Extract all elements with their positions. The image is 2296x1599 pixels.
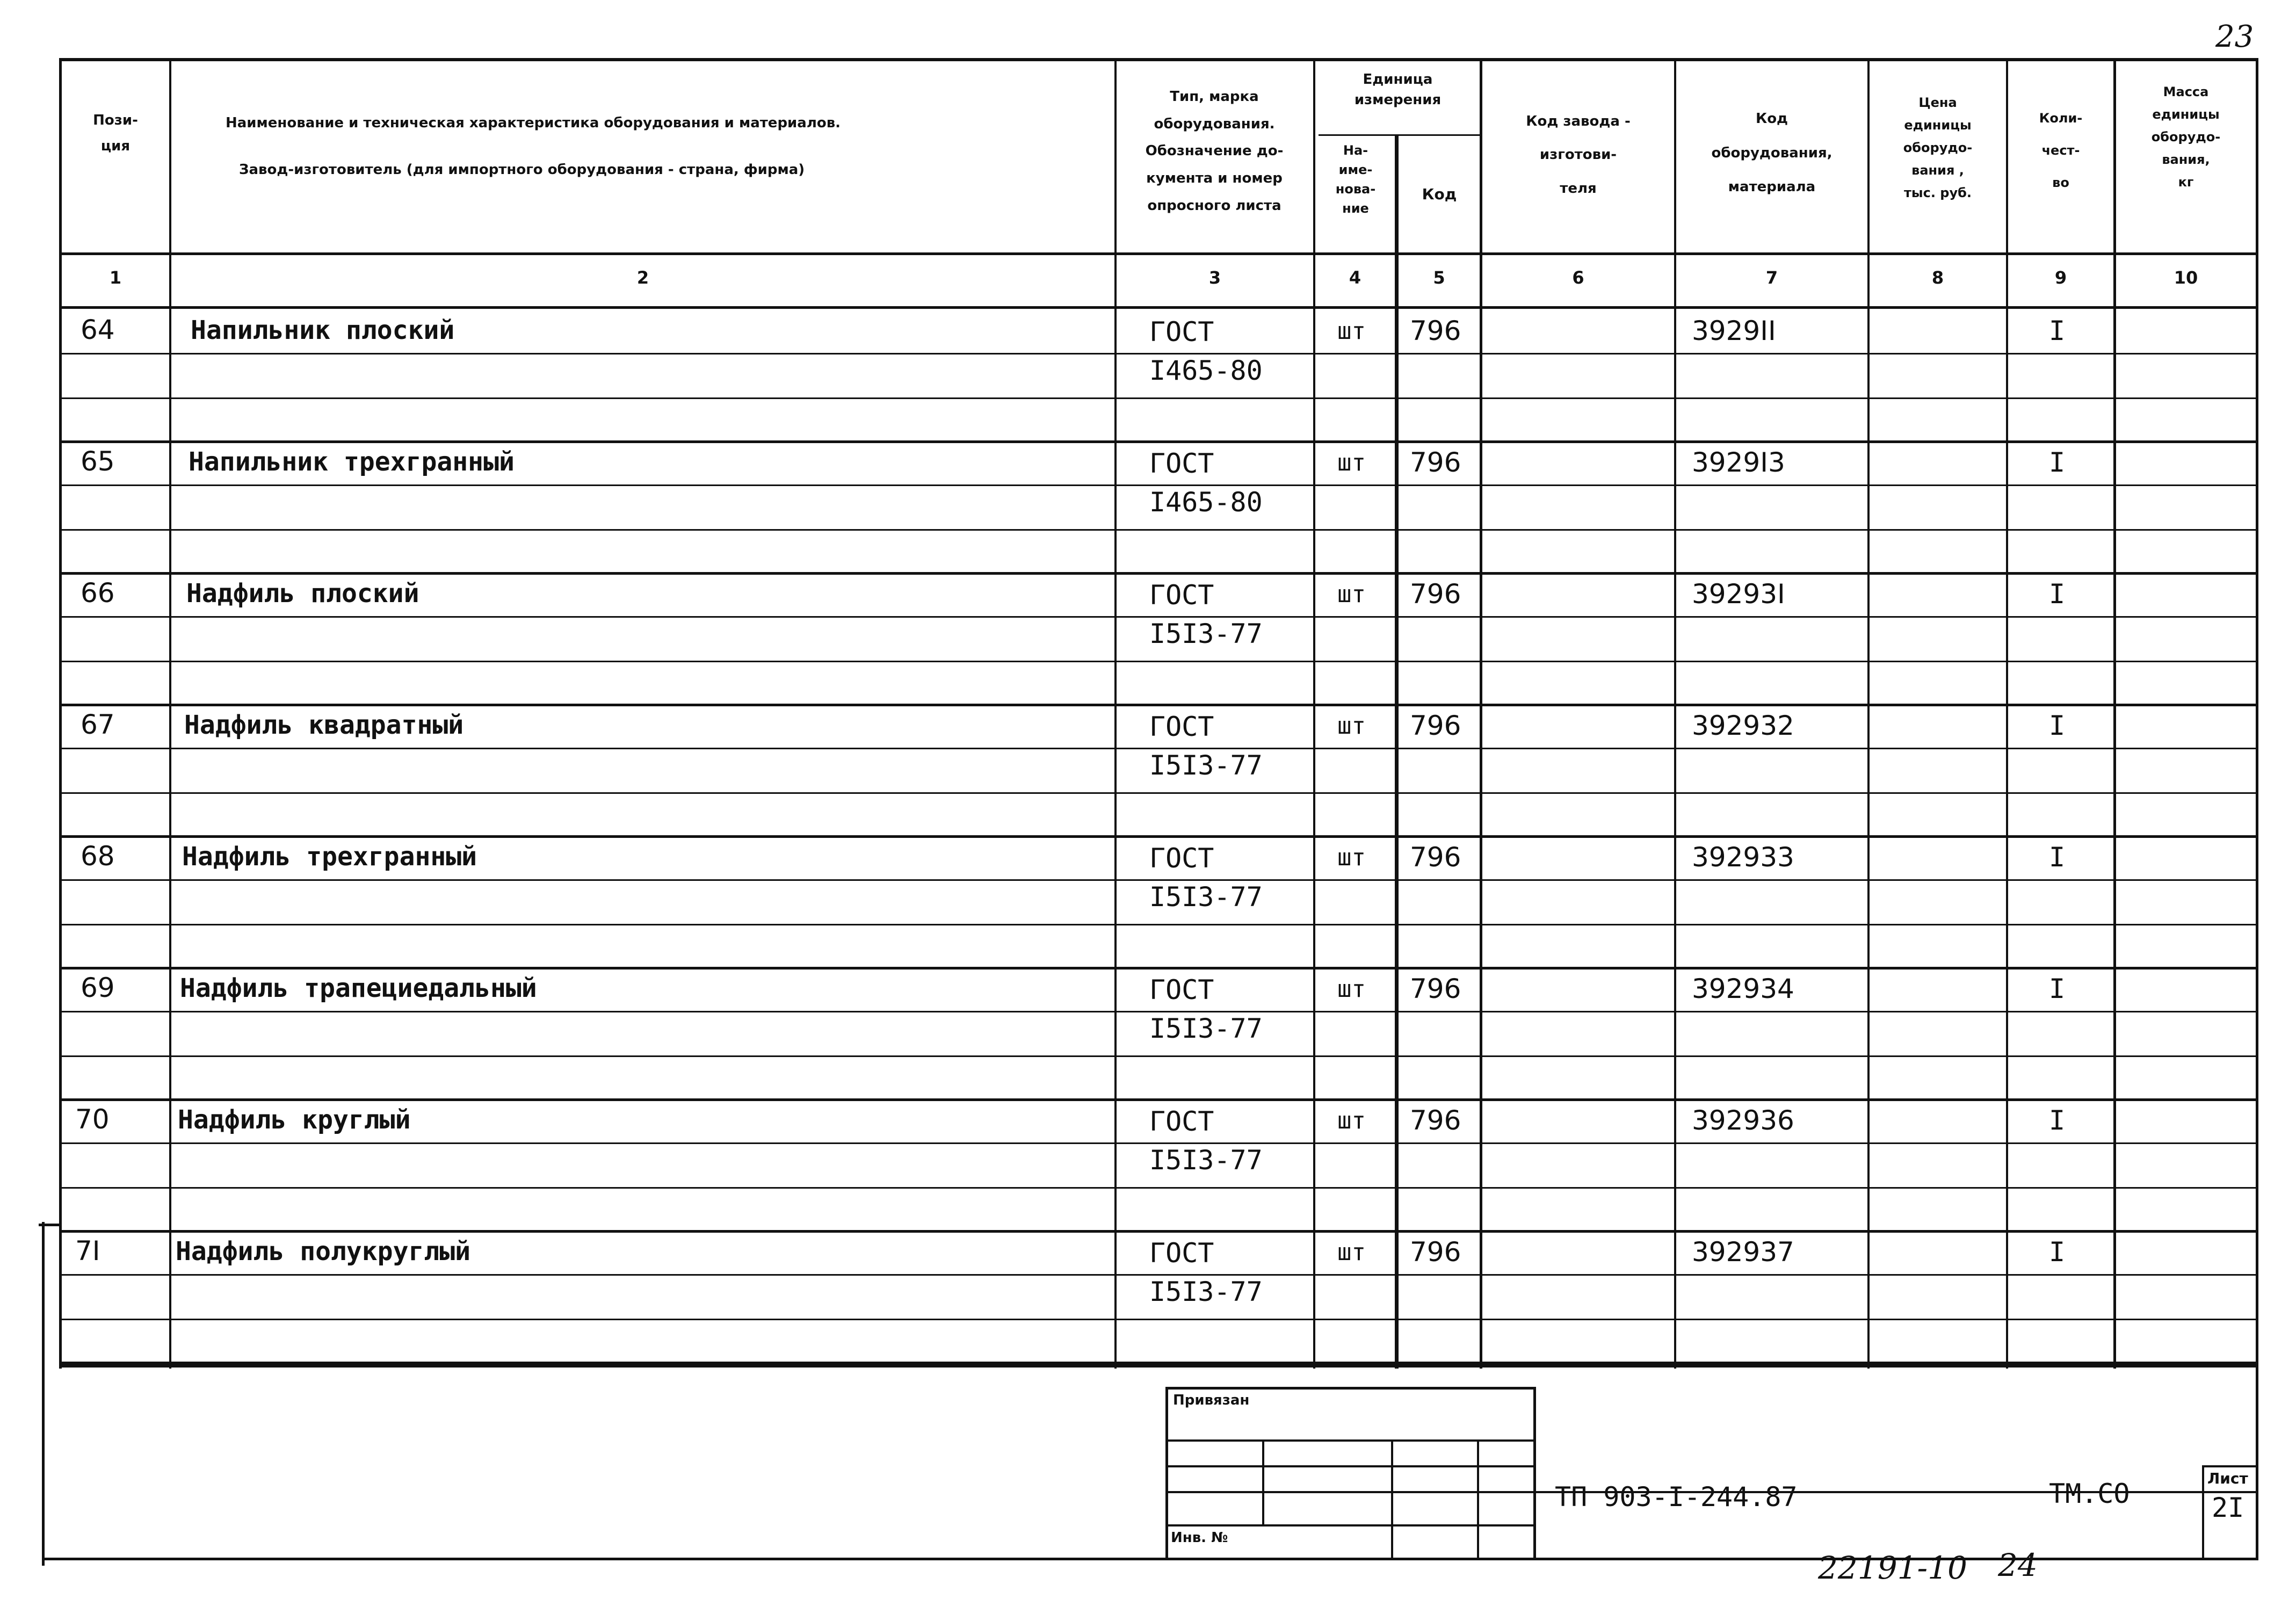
inventory-number-label: Инв. №: [1171, 1530, 1228, 1546]
page-right-border: [2256, 1364, 2258, 1560]
row-unit-code: 796: [1410, 1236, 1461, 1268]
row-quantity: I: [2049, 447, 2066, 478]
row-separator: [59, 1187, 2258, 1189]
row-separator: [59, 835, 2258, 838]
footer-page-number: 24: [1998, 1547, 2038, 1583]
row-unit-code: 796: [1410, 578, 1461, 610]
row-unit: шт: [1337, 975, 1366, 1003]
row-unit-code: 796: [1410, 447, 1461, 478]
row-quantity: I: [2049, 973, 2066, 1004]
row-position: 65: [81, 446, 115, 477]
registration-number: 22191-10: [1818, 1550, 1967, 1586]
row-separator: [59, 1230, 2258, 1233]
row-separator: [59, 440, 2258, 443]
row-name: Напильник плоский: [191, 315, 455, 345]
row-doc-standard: ГОСТ: [1149, 580, 1214, 611]
page-number: 23: [2215, 19, 2254, 54]
row-position: 66: [81, 577, 115, 609]
column-number-3: 3: [1208, 267, 1221, 288]
row-name: Надфиль плоский: [186, 578, 419, 609]
row-quantity: I: [2049, 842, 2066, 873]
row-doc-standard: ГОСТ: [1149, 843, 1214, 874]
row-unit-code: 796: [1410, 315, 1461, 346]
row-position: 67: [81, 709, 115, 740]
row-position: 69: [81, 972, 115, 1003]
row-quantity: I: [2049, 1236, 2066, 1268]
row-name: Надфиль квадратный: [184, 710, 464, 740]
row-equipment-code: 392933: [1692, 842, 1794, 873]
row-unit: шт: [1337, 317, 1366, 345]
row-separator: [59, 1319, 2258, 1320]
column-number-2: 2: [636, 267, 649, 288]
column-number-4: 4: [1349, 267, 1361, 288]
page-left-border: [42, 1222, 45, 1566]
header-mass: Масса единицы оборудо- вания, кг: [2151, 84, 2221, 190]
row-doc-number: I465-80: [1149, 487, 1263, 518]
row-doc-standard: ГОСТ: [1149, 316, 1214, 348]
row-equipment-code: 3929II: [1692, 315, 1776, 346]
row-doc-standard: ГОСТ: [1149, 974, 1214, 1005]
row-doc-number: I5I3-77: [1149, 1013, 1263, 1044]
column-number-9: 9: [2054, 267, 2067, 288]
header-name-line2: Завод-изготовитель (для импортного оборудования - страна, фирма): [239, 162, 805, 178]
row-separator: [59, 924, 2258, 925]
row-separator: [59, 572, 2258, 575]
row-equipment-code: 392932: [1692, 710, 1794, 741]
row-position: 64: [81, 314, 115, 345]
header-type: Тип, марка оборудования. Обозначение до- кумента и номер опросного листа: [1145, 89, 1284, 214]
row-name: Надфиль трехгранный: [182, 842, 477, 872]
row-equipment-code: 39293I: [1692, 578, 1785, 610]
column-number-7: 7: [1765, 267, 1778, 288]
row-unit: шт: [1337, 1107, 1366, 1134]
row-separator: [59, 616, 2258, 618]
row-quantity: I: [2049, 315, 2066, 346]
row-quantity: I: [2049, 578, 2066, 610]
row-doc-number: I5I3-77: [1149, 881, 1263, 913]
row-separator: [59, 879, 2258, 881]
row-doc-standard: ГОСТ: [1149, 711, 1214, 742]
row-name: Надфиль круглый: [178, 1105, 411, 1135]
row-separator: [59, 1011, 2258, 1012]
header-price: Цена единицы оборудо- вания , тыс. руб.: [1903, 95, 1973, 200]
row-doc-number: I465-80: [1149, 355, 1263, 386]
row-separator: [59, 661, 2258, 662]
header-unit-group-title: Единица измерения: [1354, 71, 1442, 108]
row-equipment-code: 392934: [1692, 973, 1794, 1004]
header-name-line1: Наименование и техническая характеристика оборудования и материалов.: [226, 115, 841, 131]
sheet-label: Лист: [2207, 1470, 2248, 1487]
row-separator: [59, 1055, 2258, 1057]
column-number-10: 10: [2174, 267, 2198, 288]
row-position: 68: [81, 841, 115, 872]
document-code: ТП 903-I-244.87: [1555, 1481, 1798, 1513]
row-quantity: I: [2049, 1105, 2066, 1136]
row-name: Надфиль полукруглый: [176, 1236, 471, 1267]
column-number-8: 8: [1931, 267, 1944, 288]
header-factory-code: Код завода - изготови- теля: [1526, 113, 1631, 197]
row-unit: шт: [1337, 449, 1366, 476]
row-unit-code: 796: [1410, 1105, 1461, 1136]
header-position: Пози- ция: [93, 112, 138, 155]
row-unit: шт: [1337, 581, 1366, 608]
header-unit-code: Код: [1422, 185, 1457, 203]
row-doc-number: I5I3-77: [1149, 1145, 1263, 1176]
row-separator: [59, 1142, 2258, 1144]
table-bottom-border: [59, 1364, 2258, 1368]
header-unit-name: На- име- нова- ние: [1335, 143, 1376, 216]
row-unit: шт: [1337, 844, 1366, 871]
column-number-5: 5: [1433, 267, 1445, 288]
row-equipment-code: 392936: [1692, 1105, 1794, 1136]
row-unit-code: 796: [1410, 973, 1461, 1004]
row-equipment-code: 3929I3: [1692, 447, 1785, 478]
privyazan-label: Привязан: [1173, 1392, 1250, 1408]
row-doc-standard: ГОСТ: [1149, 448, 1214, 479]
header-quantity: Коли- чест- во: [2039, 111, 2083, 190]
row-position: 70: [75, 1104, 110, 1135]
row-doc-number: I5I3-77: [1149, 1276, 1263, 1307]
row-unit: шт: [1337, 1239, 1366, 1266]
row-separator: [59, 748, 2258, 749]
row-separator: [59, 484, 2258, 486]
row-doc-number: I5I3-77: [1149, 750, 1263, 781]
column-number-6: 6: [1572, 267, 1584, 288]
header-equipment-code: Код оборудования, материала: [1711, 111, 1833, 196]
row-separator: [59, 967, 2258, 969]
row-separator: [59, 792, 2258, 794]
row-position: 7I: [75, 1235, 100, 1267]
document-mark: ТМ.СО: [2049, 1478, 2130, 1509]
row-equipment-code: 392937: [1692, 1236, 1794, 1268]
row-separator: [59, 529, 2258, 531]
column-number-1: 1: [109, 267, 122, 288]
row-doc-standard: ГОСТ: [1149, 1106, 1214, 1137]
row-separator: [59, 397, 2258, 399]
row-doc-standard: ГОСТ: [1149, 1238, 1214, 1269]
row-unit-code: 796: [1410, 710, 1461, 741]
row-separator: [59, 353, 2258, 354]
row-name: Надфиль трапециедальный: [180, 973, 537, 1003]
page-left-tick: [39, 1224, 60, 1226]
row-separator: [59, 1274, 2258, 1276]
row-name: Напильник трехгранный: [189, 447, 515, 477]
sheet-number: 2I: [2212, 1492, 2244, 1523]
row-quantity: I: [2049, 710, 2066, 741]
row-unit: шт: [1337, 712, 1366, 740]
row-doc-number: I5I3-77: [1149, 618, 1263, 649]
row-separator: [59, 1098, 2258, 1101]
row-separator: [59, 704, 2258, 706]
row-unit-code: 796: [1410, 842, 1461, 873]
